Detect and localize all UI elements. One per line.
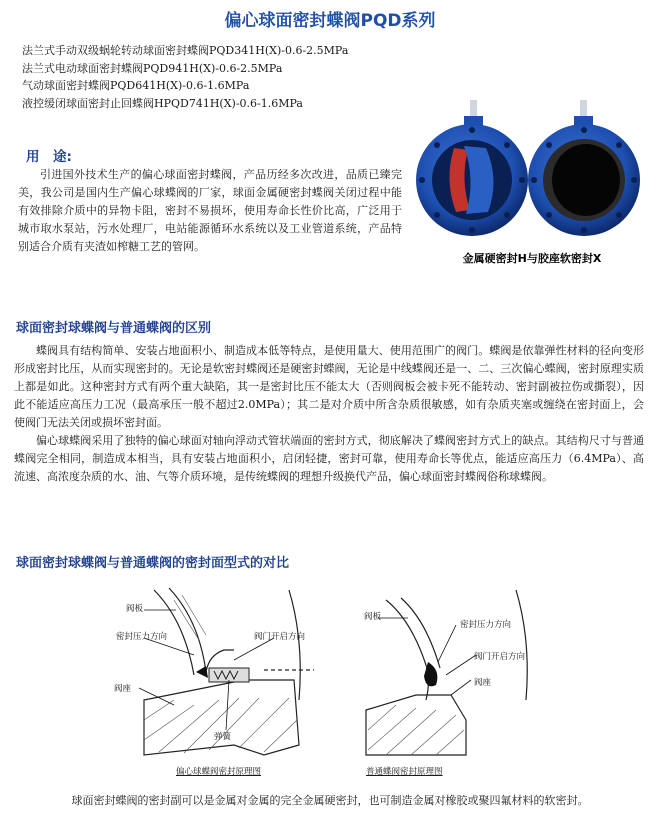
ordinary-diagram-caption: 普通蝶阀密封原理图 bbox=[366, 767, 443, 777]
eccentric-diagram-caption: 偏心球蝶阀密封原理图 bbox=[176, 767, 262, 777]
difference-heading: 球面密封球蝶阀与普通蝶阀的区别 bbox=[16, 321, 212, 336]
valve-photo bbox=[414, 100, 646, 250]
difference-paragraph: 蝶阀具有结构简单、安装占地面积小、制造成本低等特点，是使用量大、使用范围广的阀门。蝶阀是依靠弹性材料的径向变形形成密封比压，从而实现密封的。无论是软密封蝶阀还是硬密封蝶阀，无论是中线蝶阀还是一、二、三次偏心蝶阀，密封原理实质上都是如此。这种密封方式有两个重大缺陷，其一是密封比压不能太大（否则阀板会被卡死不能转动、密封副被拉伤或撕裂），因此不能适应高压力工况（最高承压一般不超过2.0MPa）；其二是对介质中所含杂质很敏感，如有杂质夹塞或缠绕在密封面上，会使阀门无法关闭或损坏密封面。 bbox=[14, 344, 644, 429]
model-item: 法兰式手动双级蜗轮转动球面密封蝶阀PQD341H(X)-0.6-2.5MPa bbox=[22, 44, 349, 57]
difference-paragraph: 偏心球蝶阀采用了独特的偏心球面对轴向浮动式管状端面的密封方式，彻底解决了蝶阀密封方式上的缺点。其结构尺寸与普通蝶阀完全相同，制造成本相当，具有安装占地面积小，启闭轻捷，密封可靠，使用寿命长等优点，能适应高压力（6.4MPa）、高流速、高浓度杂质的水、油、气等介质环境，是传统蝶阀的理想升级换代产品，偏心球面密封蝶阀俗称球蝶阀。 bbox=[14, 434, 644, 483]
label-seal-pressure: 密封压力方向 bbox=[116, 632, 168, 642]
bottom-note: 球面密封蝶阀的密封副可以是金属对金属的完全金属硬密封，也可制造金属对橡胶或聚四氟材料的软密封。 bbox=[71, 794, 589, 807]
comparison-heading: 球面密封球蝶阀与普通蝶阀的密封面型式的对比 bbox=[16, 556, 290, 571]
label-opening-direction: 阀门开启方向 bbox=[474, 652, 526, 662]
ordinary-seal-diagram bbox=[356, 580, 556, 780]
ordinary-seal-drawing bbox=[356, 580, 556, 780]
eccentric-seal-diagram bbox=[114, 580, 324, 780]
label-seat: 阀座 bbox=[474, 678, 492, 688]
valve-metal-seal-icon bbox=[416, 100, 528, 236]
eccentric-seal-drawing bbox=[114, 580, 324, 780]
page-title: 偏心球面密封蝶阀PQD系列 bbox=[224, 11, 436, 31]
model-item: 气动球面密封蝶阀PQD641H(X)-0.6-1.6MPa bbox=[22, 79, 250, 92]
valve-soft-seal-icon bbox=[528, 100, 640, 236]
difference-text bbox=[14, 342, 644, 486]
photo-caption: 金属硬密封H与胶座软密封X bbox=[462, 252, 602, 265]
label-seal-pressure: 密封压力方向 bbox=[460, 620, 512, 630]
usage-heading: 用 途: bbox=[26, 149, 72, 165]
model-list bbox=[22, 42, 402, 112]
model-item: 法兰式电动球面密封蝶阀PQD941H(X)-0.6-2.5MPa bbox=[22, 61, 283, 75]
label-disc: 阀板 bbox=[364, 612, 382, 622]
label-seat: 阀座 bbox=[114, 684, 132, 694]
label-disc: 阀板 bbox=[126, 604, 144, 614]
usage-text: 引进国外技术生产的偏心球面密封蝶阀，产品历经多次改进，品质已臻完美，我公司是国内生产偏心球蝶阀的厂家，球面金属硬密封蝶阀关闭过程中能有效排除介质中的异物卡阻，密封不易损坏，使用寿命长性价比高，广泛用于城市取水泵站，污水处理厂，电站能源循环水系统以及工业管道系统，产品特别适合介质有夹渣如榨糖工艺的管网。 bbox=[18, 168, 402, 253]
label-spring: 弹簧 bbox=[214, 732, 232, 742]
model-item: 液控缓闭球面密封止回蝶阀HPQD741H(X)-0.6-1.6MPa bbox=[22, 96, 303, 110]
label-opening-direction: 阀门开启方向 bbox=[254, 632, 306, 642]
